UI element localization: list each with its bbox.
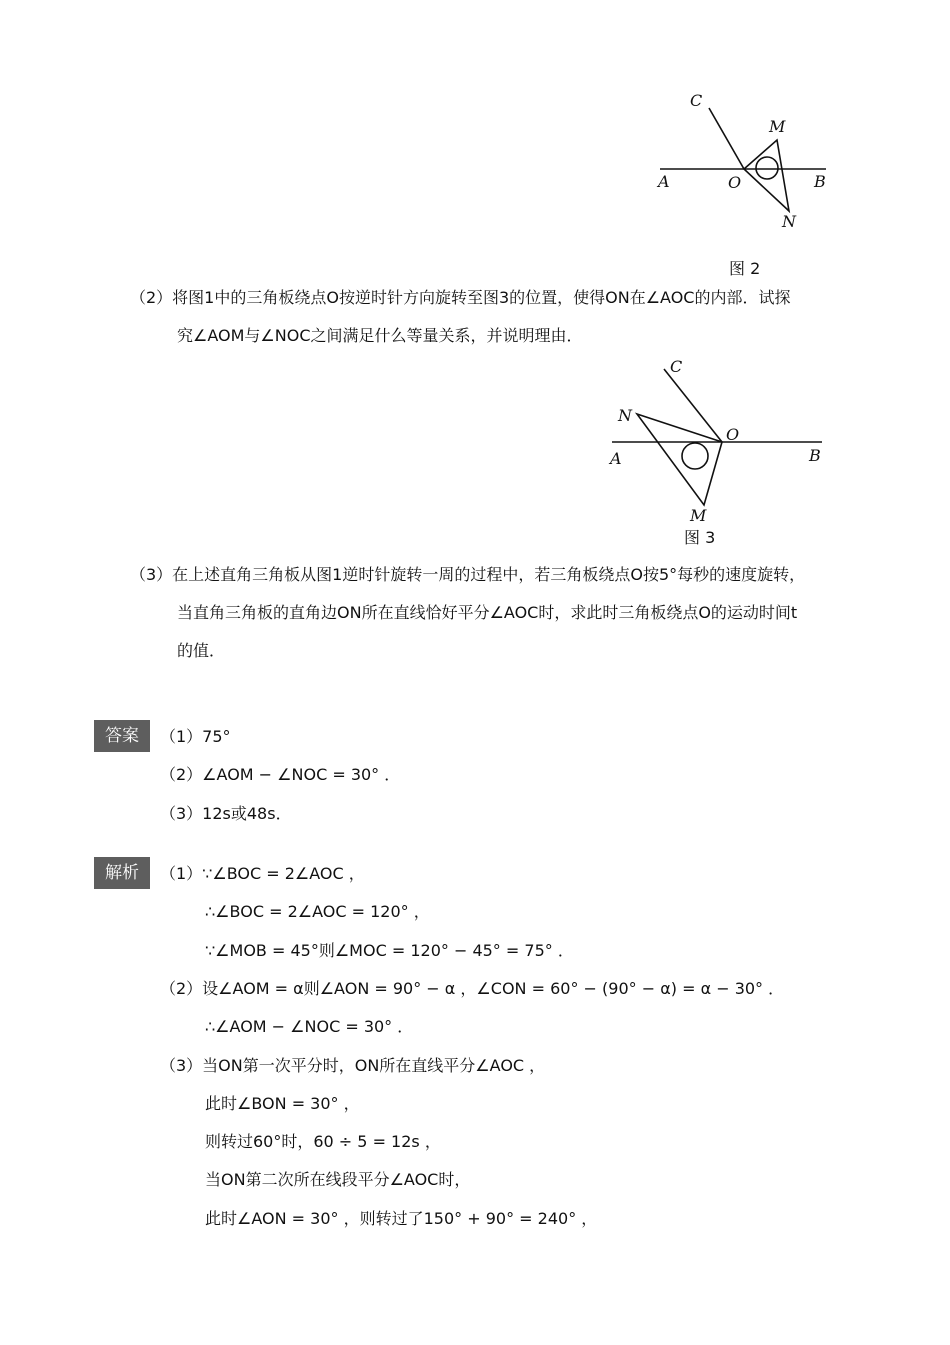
figure-2-caption: 图 2 bbox=[729, 259, 761, 278]
triangle-onm bbox=[637, 414, 722, 505]
q2-line-1: （2）将图1中的三角板绕点O按逆时针方向旋转至图3的位置，使得ON在∠AOC的内部．试探 bbox=[130, 288, 791, 307]
q3-line-3: 的值． bbox=[177, 641, 226, 660]
analysis-line-4: （2）设∠AOM = α则∠AON = 90° − α ，∠CON = 60° − (90° − α) = α − 30° ． bbox=[160, 979, 785, 998]
analysis-tag: 解析 bbox=[94, 857, 150, 889]
label-c: C bbox=[690, 91, 703, 110]
label-a: A bbox=[658, 172, 670, 191]
q2-line-2: 究∠AOM与∠NOC之间满足什么等量关系，并说明理由． bbox=[177, 326, 583, 345]
analysis-line-10: 此时∠AON = 30° ，则转过了150° + 90° = 240° ， bbox=[205, 1209, 598, 1228]
figure-3-caption: 图 3 bbox=[684, 528, 716, 547]
label-b: B bbox=[809, 446, 821, 465]
answer-tag: 答案 bbox=[94, 720, 150, 752]
label-c: C bbox=[670, 357, 683, 376]
label-n: N bbox=[618, 406, 632, 425]
analysis-line-5: ∴∠AOM − ∠NOC = 30° ． bbox=[205, 1017, 414, 1036]
right-angle-circle bbox=[682, 443, 708, 469]
label-b: B bbox=[814, 172, 826, 191]
answer-item-2: （2）∠AOM − ∠NOC = 30° ． bbox=[160, 765, 401, 784]
q3-line-1: （3）在上述直角三角板从图1逆时针旋转一周的过程中，若三角板绕点O按5°每秒的速度旋转， bbox=[130, 565, 806, 584]
label-a: A bbox=[610, 449, 622, 468]
analysis-line-2: ∴∠BOC = 2∠AOC = 120° ， bbox=[205, 902, 430, 921]
q3-line-2: 当直角三角板的直角边ON所在直线恰好平分∠AOC时，求此时三角板绕点O的运动时间t bbox=[177, 603, 798, 622]
analysis-line-3: ∵∠MOB = 45°则∠MOC = 120° − 45° = 75° ． bbox=[205, 941, 574, 960]
analysis-line-9: 当ON第二次所在线段平分∠AOC时， bbox=[205, 1170, 471, 1189]
label-n: N bbox=[782, 212, 796, 231]
label-o: O bbox=[728, 173, 742, 192]
analysis-line-1: （1）∵∠BOC = 2∠AOC ， bbox=[160, 864, 365, 883]
analysis-line-7: 此时∠BON = 30° ， bbox=[205, 1094, 360, 1113]
label-m: M bbox=[690, 506, 707, 525]
label-o: O bbox=[726, 425, 740, 444]
label-m: M bbox=[769, 117, 786, 136]
answer-item-3: （3）12s或48s． bbox=[160, 804, 292, 823]
analysis-line-8: 则转过60°时，60 ÷ 5 = 12s ， bbox=[205, 1132, 441, 1151]
analysis-line-6: （3）当ON第一次平分时，ON所在直线平分∠AOC ， bbox=[160, 1056, 546, 1075]
ray-oc bbox=[664, 369, 722, 442]
answer-item-1: （1）75° bbox=[160, 727, 231, 746]
figure-3-diagram bbox=[0, 0, 950, 540]
